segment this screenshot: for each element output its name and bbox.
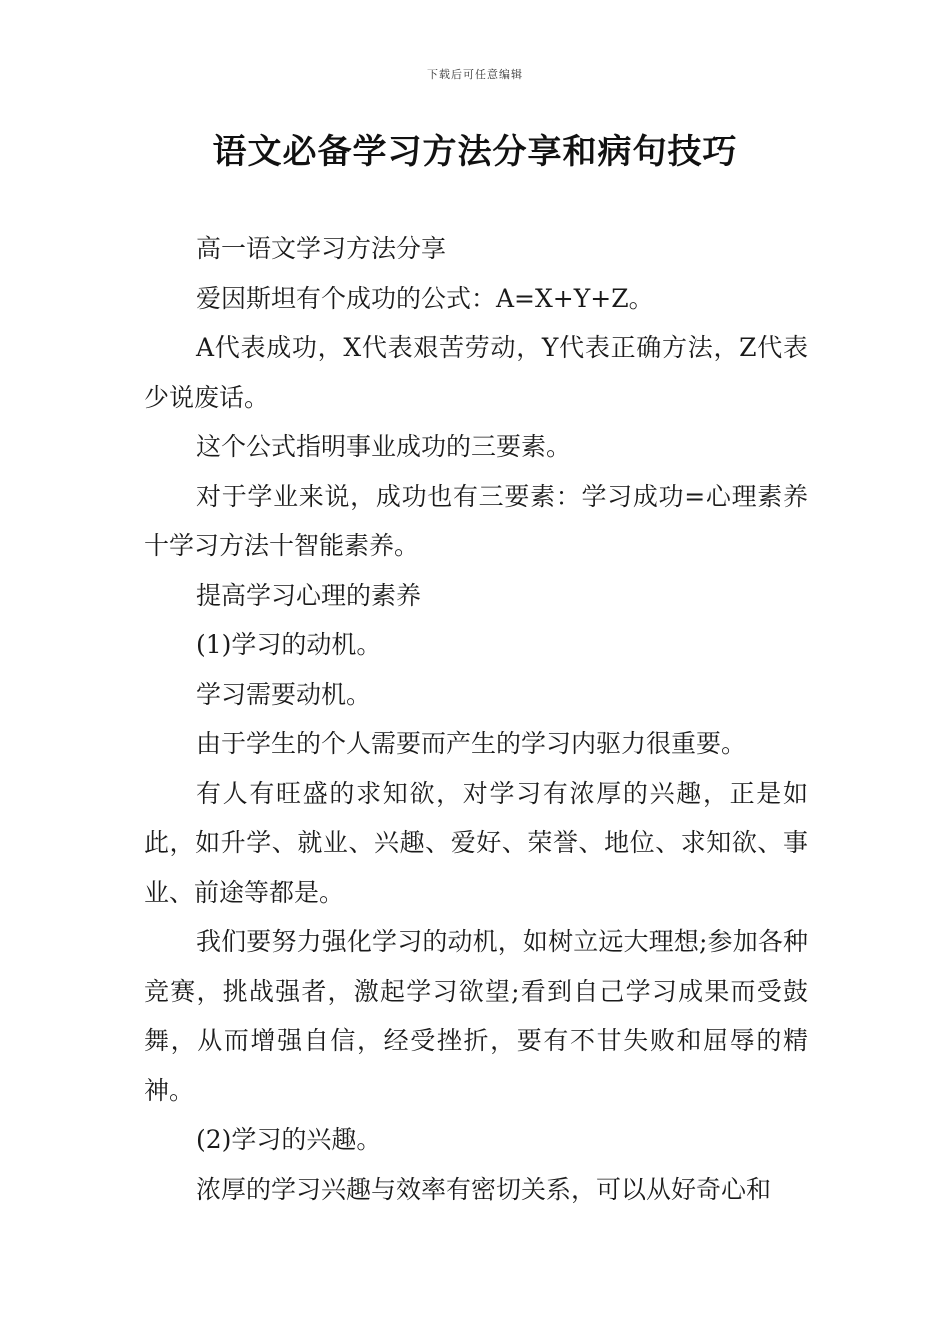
paragraph: 有人有旺盛的求知欲，对学习有浓厚的兴趣，正是如此，如升学、就业、兴趣、爱好、荣誉、地位、求知欲、事业、前途等都是。: [144, 778, 808, 907]
paragraph-subheading: 提高学习心理的素养: [196, 580, 422, 610]
paragraph: A代表成功，X代表艰苦劳动，Y代表正确方法，Z代表少说废话。: [144, 333, 808, 412]
paragraph: 爱因斯坦有个成功的公式：A=X+Y+Z。: [196, 283, 654, 313]
paragraph: 对于学业来说，成功也有三要素：学习成功=心理素养十学习方法十智能素养。: [144, 481, 808, 560]
paragraph-item-heading: (2)学习的兴趣。: [196, 1125, 382, 1154]
paragraph: 浓厚的学习兴趣与效率有密切关系，可以从好奇心和: [196, 1174, 772, 1204]
paragraph-section-heading: 高一语文学习方法分享: [196, 234, 447, 263]
paragraph: 我们要努力强化学习的动机，如树立远大理想;参加各种竞赛，挑战强者，激起学习欲望;看到自己学习成果而受鼓舞，从而增强自信，经受挫折，要有不甘失败和屈辱的精神。: [144, 927, 808, 1105]
paragraph: 学习需要动机。: [196, 679, 372, 709]
header-note: 下载后可任意编辑: [427, 68, 523, 81]
paragraph-item-heading: (1)学习的动机。: [196, 630, 382, 659]
paragraph: 由于学生的个人需要而产生的学习内驱力很重要。: [196, 729, 747, 758]
paragraph: 这个公式指明事业成功的三要素。: [196, 432, 572, 461]
document-body: [144, 224, 808, 1214]
document-title: 语文必备学习方法分享和病句技巧: [212, 132, 738, 172]
